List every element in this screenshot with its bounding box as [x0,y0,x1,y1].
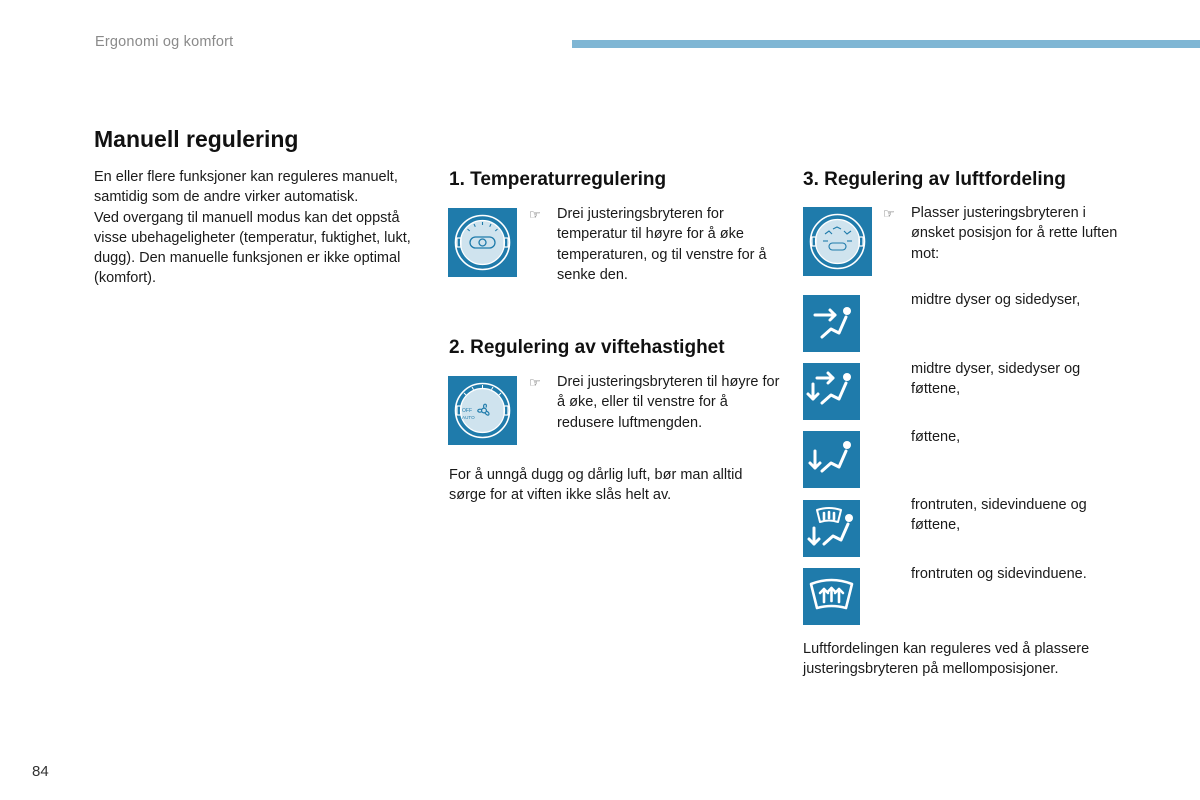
temperature-instruction [529,204,777,285]
option-feet-label: føttene, [911,429,961,445]
airflow-face-icon [803,295,860,352]
fan-instruction-text: Drei justeringsbryteren til høyre for å øke, eller til venstre for å redusere luftmengden. [557,374,780,431]
distribution-instruction [883,203,1121,264]
distribution-dial-icon [803,207,872,276]
intro-paragraph-2: Ved overgang til manuell modus kan det oppstå visse ubehageligheter (temperatur, fuktighet, lukt, dugg). Den manuelle funksjonen er ikke optimal (komfort). [94,209,411,287]
distribution-heading: 3. Regulering av luftfordeling [803,169,1066,190]
option-face-label: midtre dyser og sidedyser, [911,292,1081,308]
distribution-note: Luftfordelingen kan reguleres ved å plassere justeringsbryteren på mellomposisjoner. [803,641,1090,678]
temperature-dial-icon [448,208,517,277]
option-windscreen-label: frontruten og sidevinduene. [911,566,1087,582]
distribution-instruction-text: Plasser justeringsbryteren i ønsket posisjon for å rette luften mot: [911,205,1118,262]
option-windscreen-feet-label: frontruten, sidevinduene og føttene, [911,497,1087,534]
fan-note: For å unngå dugg og dårlig luft, bør man alltid sørge for at viften ikke slås helt av. [449,467,743,504]
airflow-windscreen-feet-icon [803,500,860,557]
airflow-face-feet-icon [803,363,860,420]
pointing-hand-icon: ☞ [529,375,541,390]
intro-text [94,167,429,289]
airflow-feet-icon [803,431,860,488]
fan-off-label: OFF [462,408,472,414]
option-face-feet-label: midtre dyser, sidedyser og føttene, [911,361,1081,398]
page-number: 84 [32,763,49,780]
fan-dial-icon [448,376,517,445]
intro-paragraph-1: En eller flere funksjoner kan reguleres manuelt, samtidig som de andre virker automatisk. [94,169,398,206]
temperature-instruction-text: Drei justeringsbryteren for temperatur til høyre for å øke temperaturen, og til venstre for å senke den. [557,206,767,283]
temperature-heading: 1. Temperaturregulering [449,169,667,190]
fan-heading: 2. Regulering av viftehastighet [449,337,725,358]
fan-instruction [529,372,782,433]
header-accent-bar [572,40,1200,48]
pointing-hand-icon: ☞ [529,207,541,222]
pointing-hand-icon: ☞ [883,206,895,221]
windscreen-demist-icon [803,568,860,625]
page-title: Manuell regulering [94,126,299,152]
section-title: Ergonomi og komfort [95,34,234,50]
fan-auto-label: AUTO [462,415,475,420]
